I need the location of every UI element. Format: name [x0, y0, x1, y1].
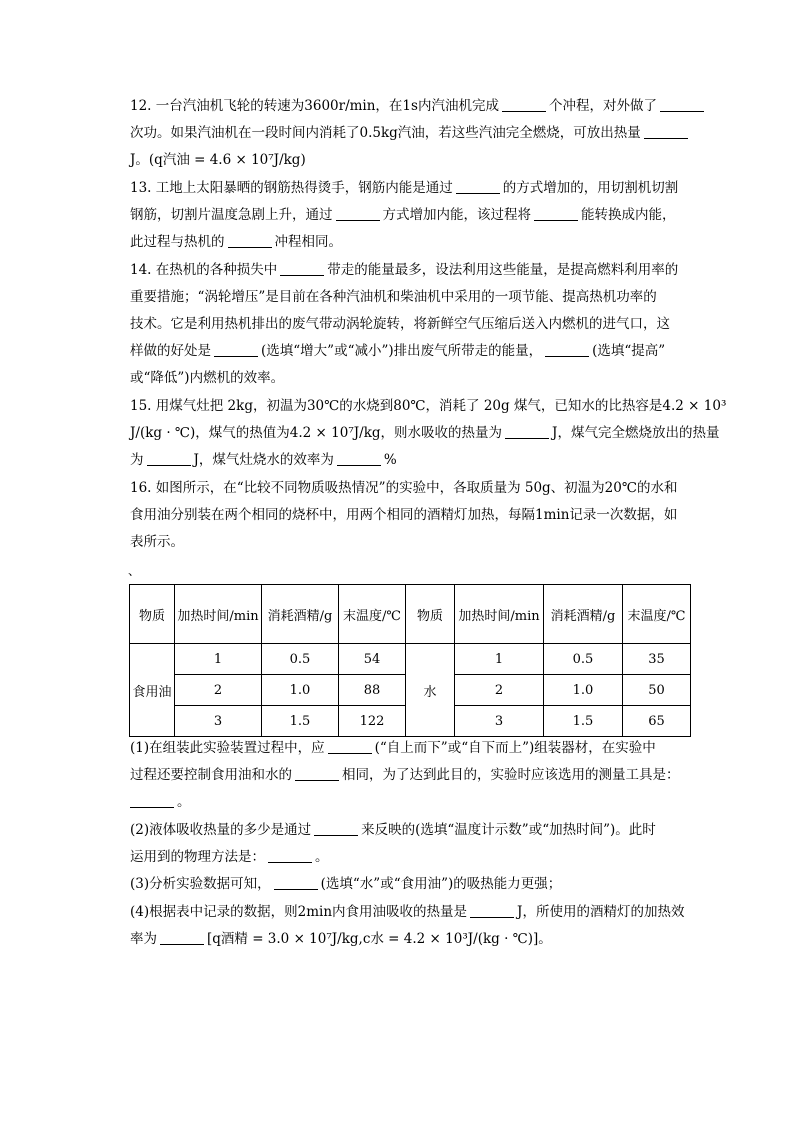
sub1-line-2 [130, 765, 680, 785]
sub3-text-b: (选填“水”或“食用油”)的吸热能力更强； [320, 876, 562, 892]
table-cell: 1.0 [544, 675, 623, 706]
q15-text-1: 15. 用煤气灶把 2kg，初温为30℃的水烧到80℃，消耗了 20g 煤气，已知水的比热容是4.2 × 10³ [130, 398, 727, 414]
sub1-line-1 [130, 738, 656, 758]
sub2-blank-1[interactable] [314, 821, 358, 836]
q13-text-1a: 13. 工地上太阳暴晒的钢筋热得烫手，钢筋内能是通过 [130, 180, 453, 196]
table-cell: 65 [623, 706, 691, 737]
q15-text-2b: J，煤气完全燃烧放出的热量 [552, 425, 720, 441]
sub4-blank-2[interactable] [160, 930, 204, 945]
q13-line-2 [130, 205, 676, 225]
q13-blank-4[interactable] [228, 233, 272, 248]
q12-line-2 [130, 123, 691, 143]
sub3-text-a: (3)分析实验数据可知， [130, 876, 271, 892]
q13-line-3 [130, 232, 342, 252]
q13-text-3a: 此过程与热机的 [130, 234, 225, 250]
oil-label-cell: 食用油 [130, 644, 175, 737]
table-cell: 1.5 [544, 706, 623, 737]
q15-blank-2[interactable] [147, 451, 191, 466]
q15-text-3b: J，煤气灶烧水的效率为 [193, 452, 334, 468]
q12-blank-3[interactable] [644, 124, 688, 139]
q13-blank-3[interactable] [534, 206, 578, 221]
table-cell: 3 [175, 706, 262, 737]
table-cell: 1 [455, 644, 544, 675]
q12-blank-2[interactable] [660, 97, 704, 112]
table-cell: 1.5 [262, 706, 339, 737]
q14-text-4c: (选填“提高” [592, 343, 666, 359]
sub4-line-1 [130, 902, 684, 922]
sub2-text-b: 来反映的(选填“温度计示数”或“加热时间”)。此时 [361, 822, 656, 838]
table-row [130, 644, 691, 675]
q13-text-3b: 冲程相同。 [274, 234, 342, 250]
q14-text-4a: 样做的好处是 [130, 343, 211, 359]
table-header-cell: 末温度/℃ [623, 585, 691, 644]
sub2-text-d: 。 [315, 849, 329, 865]
q12-line-1 [130, 96, 707, 116]
sub4-text-c: 率为 [130, 931, 157, 947]
q16-text-2: 食用油分别装在两个相同的烧杯中，用两个相同的酒精灯加热，每隔1min记录一次数据，如 [130, 507, 678, 523]
sub1-text-a: (1)在组装此实验装置过程中，应 [130, 740, 325, 756]
q13-line-1 [130, 178, 678, 198]
table-cell: 2 [455, 675, 544, 706]
table-cell: 2 [175, 675, 262, 706]
q13-blank-2[interactable] [336, 206, 380, 221]
q12-text-3: J。(q汽油 = 4.6 × 10⁷J/kg) [130, 152, 306, 168]
sub2-blank-2[interactable] [268, 848, 312, 863]
sub2-line-1 [130, 820, 656, 840]
table-cell: 1 [175, 644, 262, 675]
table-cell: 0.5 [544, 644, 623, 675]
sub4-text-a: (4)根据表中记录的数据，则2min内食用油吸收的热量是 [130, 904, 468, 920]
water-label-cell: 水 [406, 644, 455, 737]
table-cell: 3 [455, 706, 544, 737]
q13-text-2a: 钢筋，切割片温度急剧上升，通过 [130, 207, 333, 223]
sub1-blank-1[interactable] [328, 739, 372, 754]
table-header-cell: 消耗酒精/g [544, 585, 623, 644]
q12-line-3 [130, 150, 306, 170]
q16-line-1 [130, 478, 677, 498]
sub3-blank-1[interactable] [274, 875, 318, 890]
sub1-line-3 [130, 792, 191, 812]
q13-blank-1[interactable] [456, 179, 500, 194]
table-cell: 35 [623, 644, 691, 675]
q14-text-3: 技术。它是利用热机排出的废气带动涡轮旋转，将新鲜空气压缩后送入内燃机的进气口，这 [130, 316, 670, 332]
table-header-cell: 加热时间/min [175, 585, 262, 644]
table-header-cell: 加热时间/min [455, 585, 544, 644]
q15-text-2a: J/(kg · ℃)，煤气的热值为4.2 × 10⁷J/kg，则水吸收的热量为 [130, 425, 503, 441]
q15-blank-1[interactable] [505, 424, 549, 439]
sub1-blank-3[interactable] [130, 793, 174, 808]
q12-text-2a: 次功。如果汽油机在一段时间内消耗了0.5kg汽油，若这些汽油完全燃烧，可放出热量 [130, 125, 641, 141]
q16-text-1: 16. 如图所示，在“比较不同物质吸热情况”的实验中，各取质量为 50g、初温为20℃的水和 [130, 480, 678, 496]
q14-blank-3[interactable] [545, 342, 589, 357]
sub1-text-e: 。 [177, 794, 191, 810]
sub1-blank-2[interactable] [295, 766, 339, 781]
sub2-text-a: (2)液体吸收热量的多少是通过 [130, 822, 312, 838]
sub1-text-b: (“自上而下”或“自下而上”)组装器材，在实验中 [374, 740, 656, 756]
table-header-cell: 消耗酒精/g [262, 585, 339, 644]
stray-mark: 、 [128, 564, 141, 578]
q15-line-2 [130, 423, 719, 443]
q14-blank-1[interactable] [280, 261, 324, 276]
sub4-line-2 [130, 929, 552, 949]
q14-line-3 [130, 314, 670, 334]
q15-line-1 [130, 396, 726, 416]
q15-blank-3[interactable] [337, 451, 381, 466]
table-header-cell: 物质 [406, 585, 455, 644]
sub3-line-1 [130, 874, 561, 894]
q14-line-2 [130, 287, 657, 307]
q16-text-3: 表所示。 [130, 534, 184, 550]
q14-text-1a: 14. 在热机的各种损失中 [130, 262, 278, 278]
q13-text-2c: 能转换成内能， [581, 207, 676, 223]
sub4-text-b: J，所使用的酒精灯的加热效 [517, 904, 685, 920]
q16-line-3 [130, 532, 184, 552]
q14-text-5: 或“降低”)内燃机的效率。 [130, 370, 285, 386]
sub1-text-c: 过程还要控制食用油和水的 [130, 767, 292, 783]
q12-text-1b: 个冲程，对外做了 [548, 98, 657, 114]
q15-text-3c: % [383, 452, 397, 468]
table-header-row [130, 585, 691, 644]
table-cell: 88 [339, 675, 406, 706]
sub2-line-2 [130, 847, 329, 867]
q15-text-3a: 为 [130, 452, 144, 468]
q14-text-2: 重要措施；“涡轮增压”是目前在各种汽油机和柴油机中采用的一项节能、提高热机功率的 [130, 289, 657, 305]
table-header-cell: 末温度/℃ [339, 585, 406, 644]
sub1-text-d: 相同，为了达到此目的，实验时应该选用的测量工具是： [342, 767, 680, 783]
table-cell: 54 [339, 644, 406, 675]
sub2-text-c: 运用到的物理方法是： [130, 849, 265, 865]
table-header-cell: 物质 [130, 585, 175, 644]
q14-line-4 [130, 341, 665, 361]
q13-text-2b: 方式增加内能，该过程将 [382, 207, 531, 223]
q12-blank-1[interactable] [502, 97, 546, 112]
q14-text-4b: (选填“增大”或“减小”)排出废气所带走的能量， [261, 343, 543, 359]
q15-line-3 [130, 450, 397, 470]
q14-text-1b: 带走的能量最多，设法利用这些能量，是提高燃料利用率的 [327, 262, 679, 278]
q13-text-1b: 的方式增加的，用切割机切割 [502, 180, 679, 196]
q14-line-1 [130, 260, 678, 280]
q16-line-2 [130, 505, 677, 525]
table-cell: 50 [623, 675, 691, 706]
q14-line-5 [130, 368, 284, 388]
q12-text-1a: 12. 一台汽油机飞轮的转速为3600r/min，在1s内汽油机完成 [130, 98, 499, 114]
sub4-blank-1[interactable] [470, 903, 514, 918]
sub4-text-d: [q酒精 = 3.0 × 10⁷J/kg,c水 = 4.2 × 10³J/(kg · ℃)]。 [207, 931, 552, 947]
table-cell: 1.0 [262, 675, 339, 706]
q14-blank-2[interactable] [214, 342, 258, 357]
data-table [129, 584, 691, 737]
table-cell: 122 [339, 706, 406, 737]
table-cell: 0.5 [262, 644, 339, 675]
